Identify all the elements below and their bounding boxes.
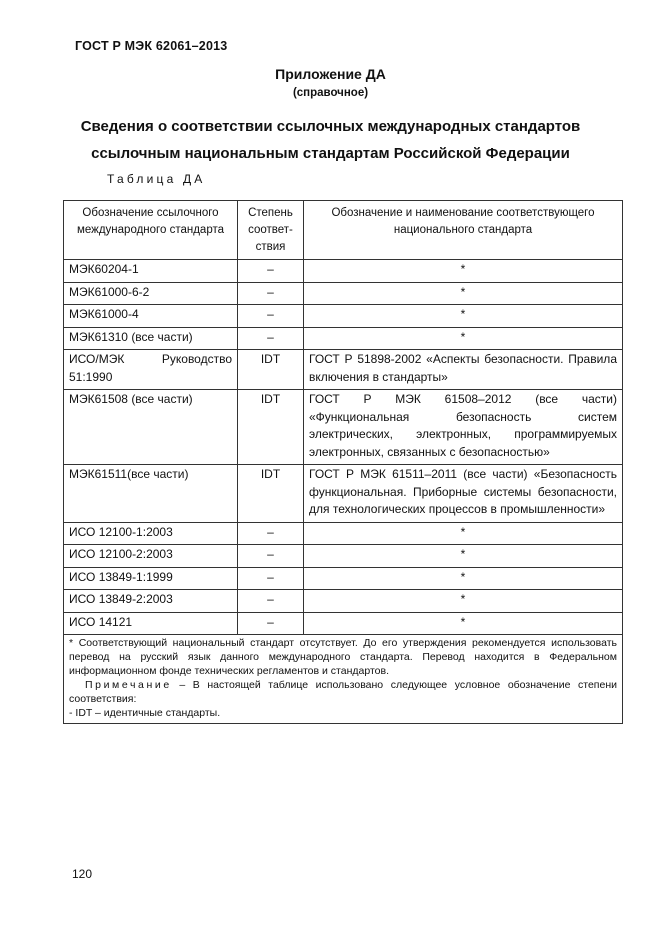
appendix-title: Приложение ДА (275, 66, 386, 82)
note-label: Примечание (85, 679, 172, 691)
table-row (64, 567, 623, 590)
legend-text: - IDT – идентичные стандарты. (69, 707, 221, 719)
cell-degree: – (238, 567, 304, 590)
cell-degree: IDT (238, 465, 304, 523)
table-row (64, 350, 623, 390)
cell-degree: – (238, 545, 304, 568)
cell-degree: – (238, 327, 304, 350)
cell-national: ГОСТ Р МЭК 61508–2012 (все части) «Функциональная безопасность систем электрических, электронных, программируемых электронных, связанных с безопасностью» (304, 390, 623, 465)
table-footnote-cell (64, 635, 623, 724)
table-row (64, 545, 623, 568)
table-row (64, 305, 623, 328)
cell-reference: ИСО/МЭК Руководство 51:1990 (64, 350, 238, 390)
document-code: ГОСТ Р МЭК 62061–2013 (75, 39, 228, 53)
cell-reference: МЭК61000-4 (64, 305, 238, 328)
header-national-standard: Обозначение и наименование соответствующего национального стандарта (304, 201, 623, 260)
cell-reference: МЭК61310 (все части) (64, 327, 238, 350)
cell-national: * (304, 590, 623, 613)
cell-reference: МЭК61508 (все части) (64, 390, 238, 465)
cell-national: * (304, 522, 623, 545)
table-row (64, 327, 623, 350)
table-row (64, 590, 623, 613)
note-paragraph (69, 678, 617, 706)
cell-national: * (304, 305, 623, 328)
cell-reference: ИСО 14121 (64, 612, 238, 635)
cell-national: ГОСТ Р МЭК 61511–2011 (все части) «Безопасность функциональная. Приборные системы безопасности, для технологических процессов в промышленности» (304, 465, 623, 523)
table-footnote-row (64, 635, 623, 724)
table-row (64, 522, 623, 545)
cell-national: * (304, 282, 623, 305)
cell-degree: IDT (238, 390, 304, 465)
table-row (64, 612, 623, 635)
cell-national: ГОСТ Р 51898-2002 «Аспекты безопасности. Правила включения в стандарты» (304, 350, 623, 390)
cell-degree: – (238, 612, 304, 635)
cell-degree: – (238, 282, 304, 305)
main-title-line-2: ссылочным национальным стандартам Российской Федерации (91, 145, 570, 162)
cell-national: * (304, 612, 623, 635)
table-row (64, 260, 623, 283)
page-number: 120 (72, 867, 93, 881)
cell-national: * (304, 327, 623, 350)
main-title-line-1: Сведения о соответствии ссылочных международных стандартов (80, 118, 581, 135)
table-row (64, 282, 623, 305)
header-reference-standard: Обозначение ссылочного международного стандарта (64, 201, 238, 260)
cell-reference: ИСО 13849-2:2003 (64, 590, 238, 613)
cell-degree: – (238, 522, 304, 545)
table-caption: Таблица ДА (107, 172, 206, 186)
appendix-note: (справочное) (292, 87, 369, 99)
cell-national: * (304, 567, 623, 590)
cell-degree: – (238, 260, 304, 283)
cell-reference: ИСО 12100-2:2003 (64, 545, 238, 568)
note-text: – В настоящей таблице использовано следующее условное обозначение степени соответствия: (69, 679, 617, 705)
cell-reference: ИСО 12100-1:2003 (64, 522, 238, 545)
cell-reference: МЭК61000-6-2 (64, 282, 238, 305)
cell-national: * (304, 260, 623, 283)
cell-national: * (304, 545, 623, 568)
correspondence-table (63, 200, 623, 724)
footnote-text: * Соответствующий национальный стандарт отсутствует. До его утверждения рекомендуется использовать перевод на русский язык данного международного стандарта. Перевод находится в Федеральном информационном фонде технических регламентов и стандартов. (69, 637, 617, 677)
table-row (64, 465, 623, 523)
table-header-row (64, 201, 623, 260)
cell-reference: ИСО 13849-1:1999 (64, 567, 238, 590)
cell-degree: IDT (238, 350, 304, 390)
table-row (64, 390, 623, 465)
cell-degree: – (238, 590, 304, 613)
cell-reference: МЭК60204-1 (64, 260, 238, 283)
header-degree: Степень соответ-ствия (238, 201, 304, 260)
cell-reference: МЭК61511(все части) (64, 465, 238, 523)
cell-degree: – (238, 305, 304, 328)
